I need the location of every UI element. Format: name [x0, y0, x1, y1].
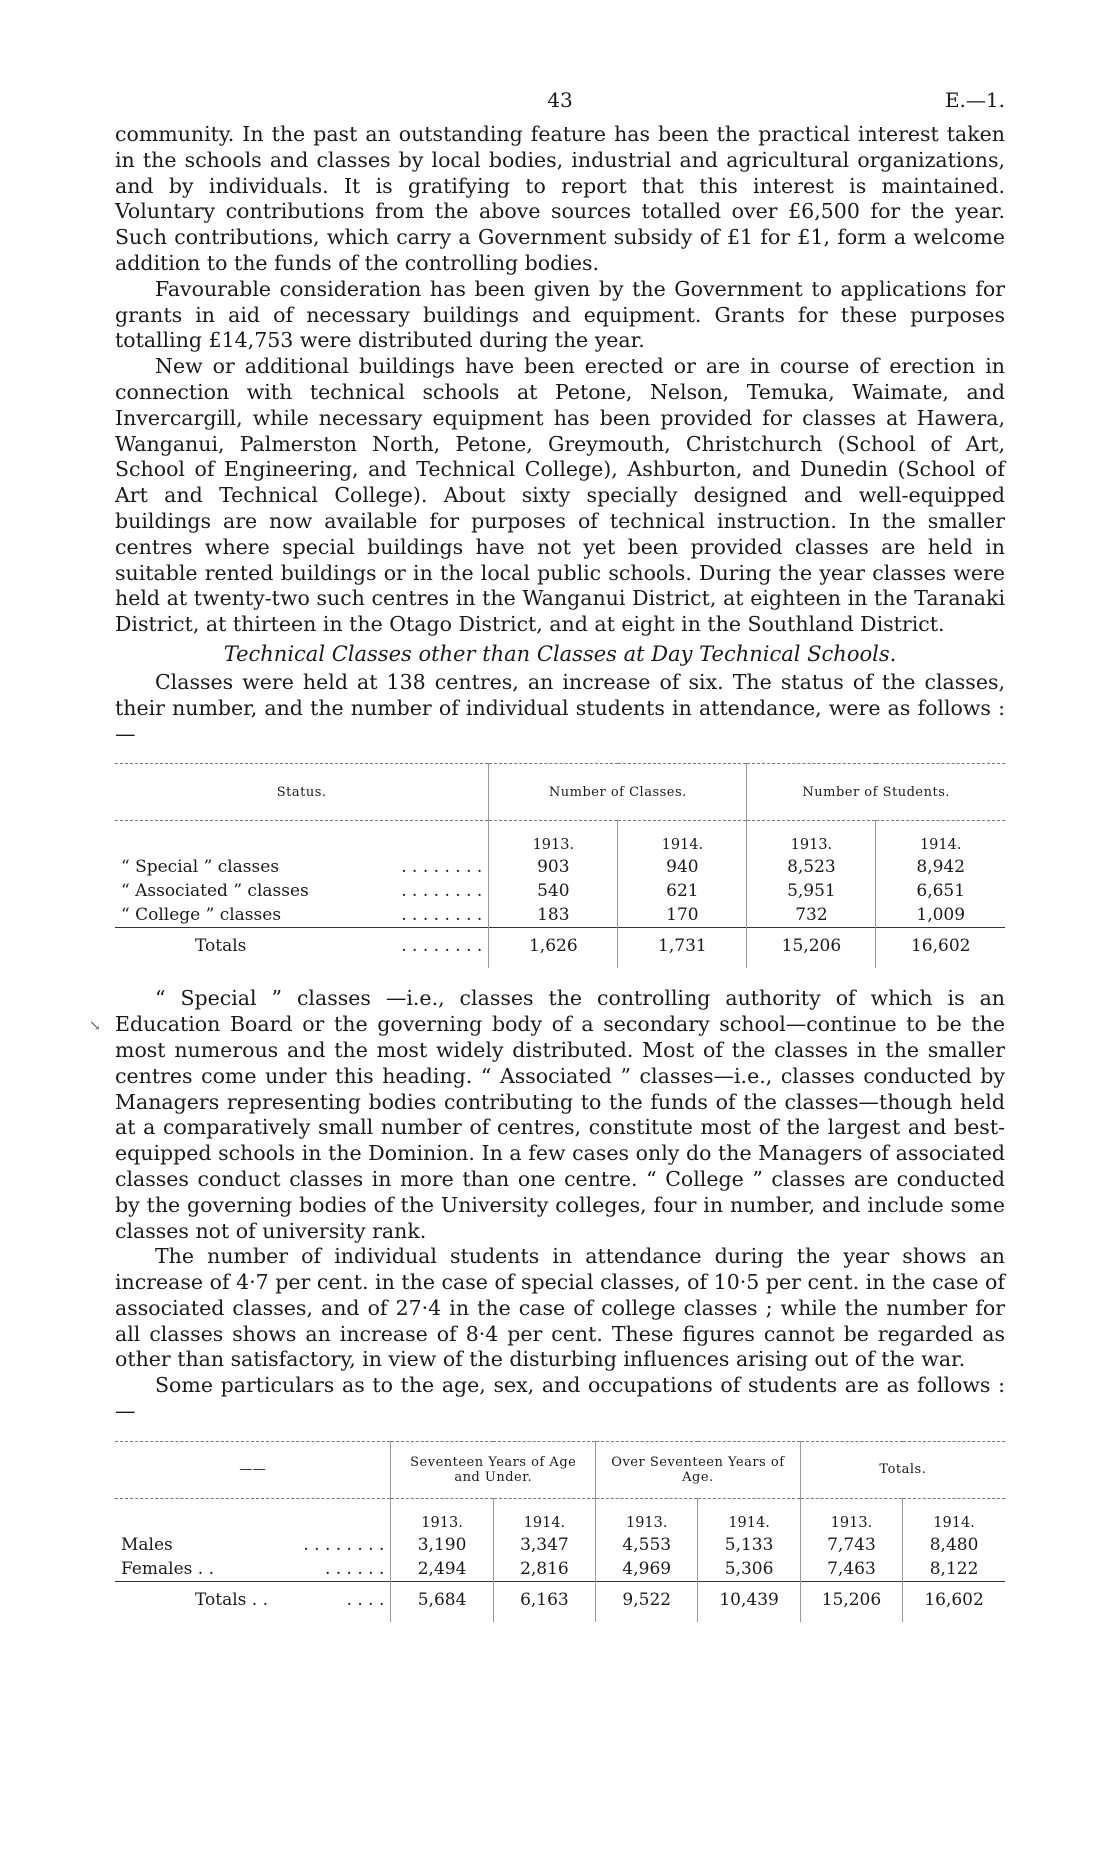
- paragraph-intro: Classes were held at 138 centres, an increase of six. The status of the classes, their number, and the number of individual students in attendance, were as follows :—: [115, 669, 1005, 746]
- table-cell: 8,480: [903, 1533, 1005, 1557]
- table-row: [115, 879, 1005, 903]
- table-cell: 540: [489, 879, 618, 903]
- row-label: “ Associated ” classes: [121, 881, 309, 902]
- leader-dots: . . . . . . . .: [401, 881, 483, 902]
- table-cell: 903: [489, 855, 618, 879]
- leader-dots: . . . . . .: [324, 1558, 385, 1579]
- leader-dots: . . . . . . . .: [401, 905, 483, 926]
- year-label: 1913.: [391, 1498, 493, 1533]
- leader-dots: . . . . . . . .: [401, 857, 483, 878]
- table-cell: 3,190: [391, 1533, 493, 1557]
- leader-dots: . . . . . . . .: [303, 1534, 385, 1555]
- section-heading: Technical Classes other than Classes at Day Technical Schools.: [223, 641, 897, 666]
- total-cell: 6,163: [493, 1581, 595, 1622]
- paragraph-community: community. In the past an outstanding feature has been the practical interest taken in the schools and classes by local bodies, industrial and agricultural organizations, and by individuals. It is gratifying to report that this interest is maintained. Voluntary contributions from the above sources totalled over £6,500 for the year. Such contributions, which carry a Government subsidy of £1 for £1, form a welcome addition to the funds of the controlling bodies.: [115, 122, 1005, 275]
- header-number-of-students: Number of Students.: [747, 764, 1005, 821]
- total-cell: 5,684: [391, 1581, 493, 1622]
- table-row: [115, 903, 1005, 928]
- total-cell: 1,731: [618, 928, 747, 969]
- paragraph-class-types: “ Special ” classes —i.e., classes the controlling authority of which is an Education Board or the governing body of a secondary school—continue to be the most numerous and the most widely distributed. Most of the classes in the smaller centres come under this heading. “ Associated ” classes—i.e., classes conducted by Managers representing bodies contributing to the funds of the classes—though held at a comparatively small number of centres, constitute most of the largest and best-equipped schools in the Dominion. In a few cases only do the Managers of associated classes conduct classes in more than one centre. “ College ” classes are conducted by the governing bodies of the University colleges, four in number, and include some classes not of university rank.: [115, 986, 1005, 1243]
- table-cell: 4,969: [596, 1557, 698, 1582]
- year-label: 1914.: [698, 1498, 800, 1533]
- table-row: [115, 1557, 1005, 1582]
- table-cell: 4,553: [596, 1533, 698, 1557]
- totals-row: [115, 928, 1005, 969]
- table-cell: 5,133: [698, 1533, 800, 1557]
- totals-label: Totals: [195, 936, 247, 957]
- header-status: Status.: [115, 764, 489, 821]
- table-cell: 2,816: [493, 1557, 595, 1582]
- table-cell: 170: [618, 903, 747, 928]
- paragraph-buildings: New or additional buildings have been erected or are in course of erection in connection with technical schools at Petone, Nelson, Temuka, Waimate, and Invercargill, while necessary equipment has been provided for classes at Hawera, Wanganui, Palmerston North, Petone, Greymouth, Christchurch (School of Art, School of Engineering, and Technical College), Ashburton, and Dunedin (School of Art and Technical College). About sixty specially designed and well-equipped buildings are now available for purposes of technical instruction. In the smaller centres where special buildings have not yet been provided classes are held in suitable rented buildings or in the local public schools. During the year classes were held at twenty-two such centres in the Wanganui District, at eighteen in the Taranaki District, at thirteen in the Otago District, and at eight in the Southland District.: [115, 354, 1005, 637]
- table-cell: 2,494: [391, 1557, 493, 1582]
- row-label: “ College ” classes: [121, 905, 282, 926]
- table-cell: 183: [489, 903, 618, 928]
- header-blank: ——: [115, 1441, 391, 1498]
- table-row: [115, 855, 1005, 879]
- table-cell: 3,347: [493, 1533, 595, 1557]
- header-number-of-classes: Number of Classes.: [489, 764, 747, 821]
- table-cell: 8,523: [747, 855, 876, 879]
- year-label: 1914.: [618, 821, 747, 856]
- table-cell: 5,306: [698, 1557, 800, 1582]
- document-page: [89, 88, 1005, 1640]
- table-cell: 940: [618, 855, 747, 879]
- year-label: 1913.: [489, 821, 618, 856]
- table-cell: 621: [618, 879, 747, 903]
- table-cell: 5,951: [747, 879, 876, 903]
- classes-status-table: [115, 763, 1005, 968]
- total-cell: 16,602: [903, 1581, 1005, 1622]
- row-label: Males: [121, 1534, 173, 1555]
- year-label: 1913.: [596, 1498, 698, 1533]
- leader-dots: . . . . . . . .: [401, 936, 483, 957]
- table-row: [115, 1533, 1005, 1557]
- table-cell: 1,009: [876, 903, 1005, 928]
- total-cell: 1,626: [489, 928, 618, 969]
- year-label: 1913.: [747, 821, 876, 856]
- header-seventeen-and-under: Seventeen Years of Age and Under.: [391, 1441, 596, 1498]
- row-label: “ Special ” classes: [121, 857, 280, 878]
- paragraph-grants: Favourable consideration has been given by the Government to applications for grants in aid of necessary buildings and equipment. Grants for these purposes totalling £14,753 were distributed during the year.: [115, 276, 1005, 353]
- paragraph-particulars: Some particulars as to the age, sex, and occupations of students are as follows :—: [115, 1373, 1005, 1424]
- year-label: 1914.: [493, 1498, 595, 1533]
- year-label: 1914.: [876, 821, 1005, 856]
- page-header: [115, 88, 1005, 122]
- total-cell: 15,206: [747, 928, 876, 969]
- page-number: 43: [547, 88, 573, 112]
- total-cell: 15,206: [800, 1581, 902, 1622]
- table-cell: 8,122: [903, 1557, 1005, 1582]
- year-label: 1913.: [800, 1498, 902, 1533]
- document-reference: E.—1.: [944, 88, 1005, 112]
- table-cell: 7,743: [800, 1533, 902, 1557]
- header-over-seventeen: Over Seventeen Years of Age.: [596, 1441, 801, 1498]
- age-sex-table: [115, 1441, 1005, 1622]
- total-cell: 10,439: [698, 1581, 800, 1622]
- leader-dots: . . . .: [346, 1589, 385, 1610]
- totals-row: [115, 1581, 1005, 1622]
- row-label: Females . .: [121, 1558, 215, 1579]
- table-cell: 7,463: [800, 1557, 902, 1582]
- header-totals: Totals.: [800, 1441, 1005, 1498]
- total-cell: 9,522: [596, 1581, 698, 1622]
- total-cell: 16,602: [876, 928, 1005, 969]
- table-cell: 6,651: [876, 879, 1005, 903]
- totals-label: Totals . .: [195, 1589, 268, 1610]
- margin-mark: ↘: [89, 1018, 101, 1035]
- year-label: 1914.: [903, 1498, 1005, 1533]
- paragraph-attendance: The number of individual students in attendance during the year shows an increase of 4·7 per cent. in the case of special classes, of 10·5 per cent. in the case of associated classes, and of 27·4 in the case of college classes ; while the number for all classes shows an increase of 8·4 per cent. These figures cannot be regarded as other than satisfactory, in view of the disturbing influences arising out of the war.: [115, 1244, 1005, 1372]
- table-cell: 732: [747, 903, 876, 928]
- table-cell: 8,942: [876, 855, 1005, 879]
